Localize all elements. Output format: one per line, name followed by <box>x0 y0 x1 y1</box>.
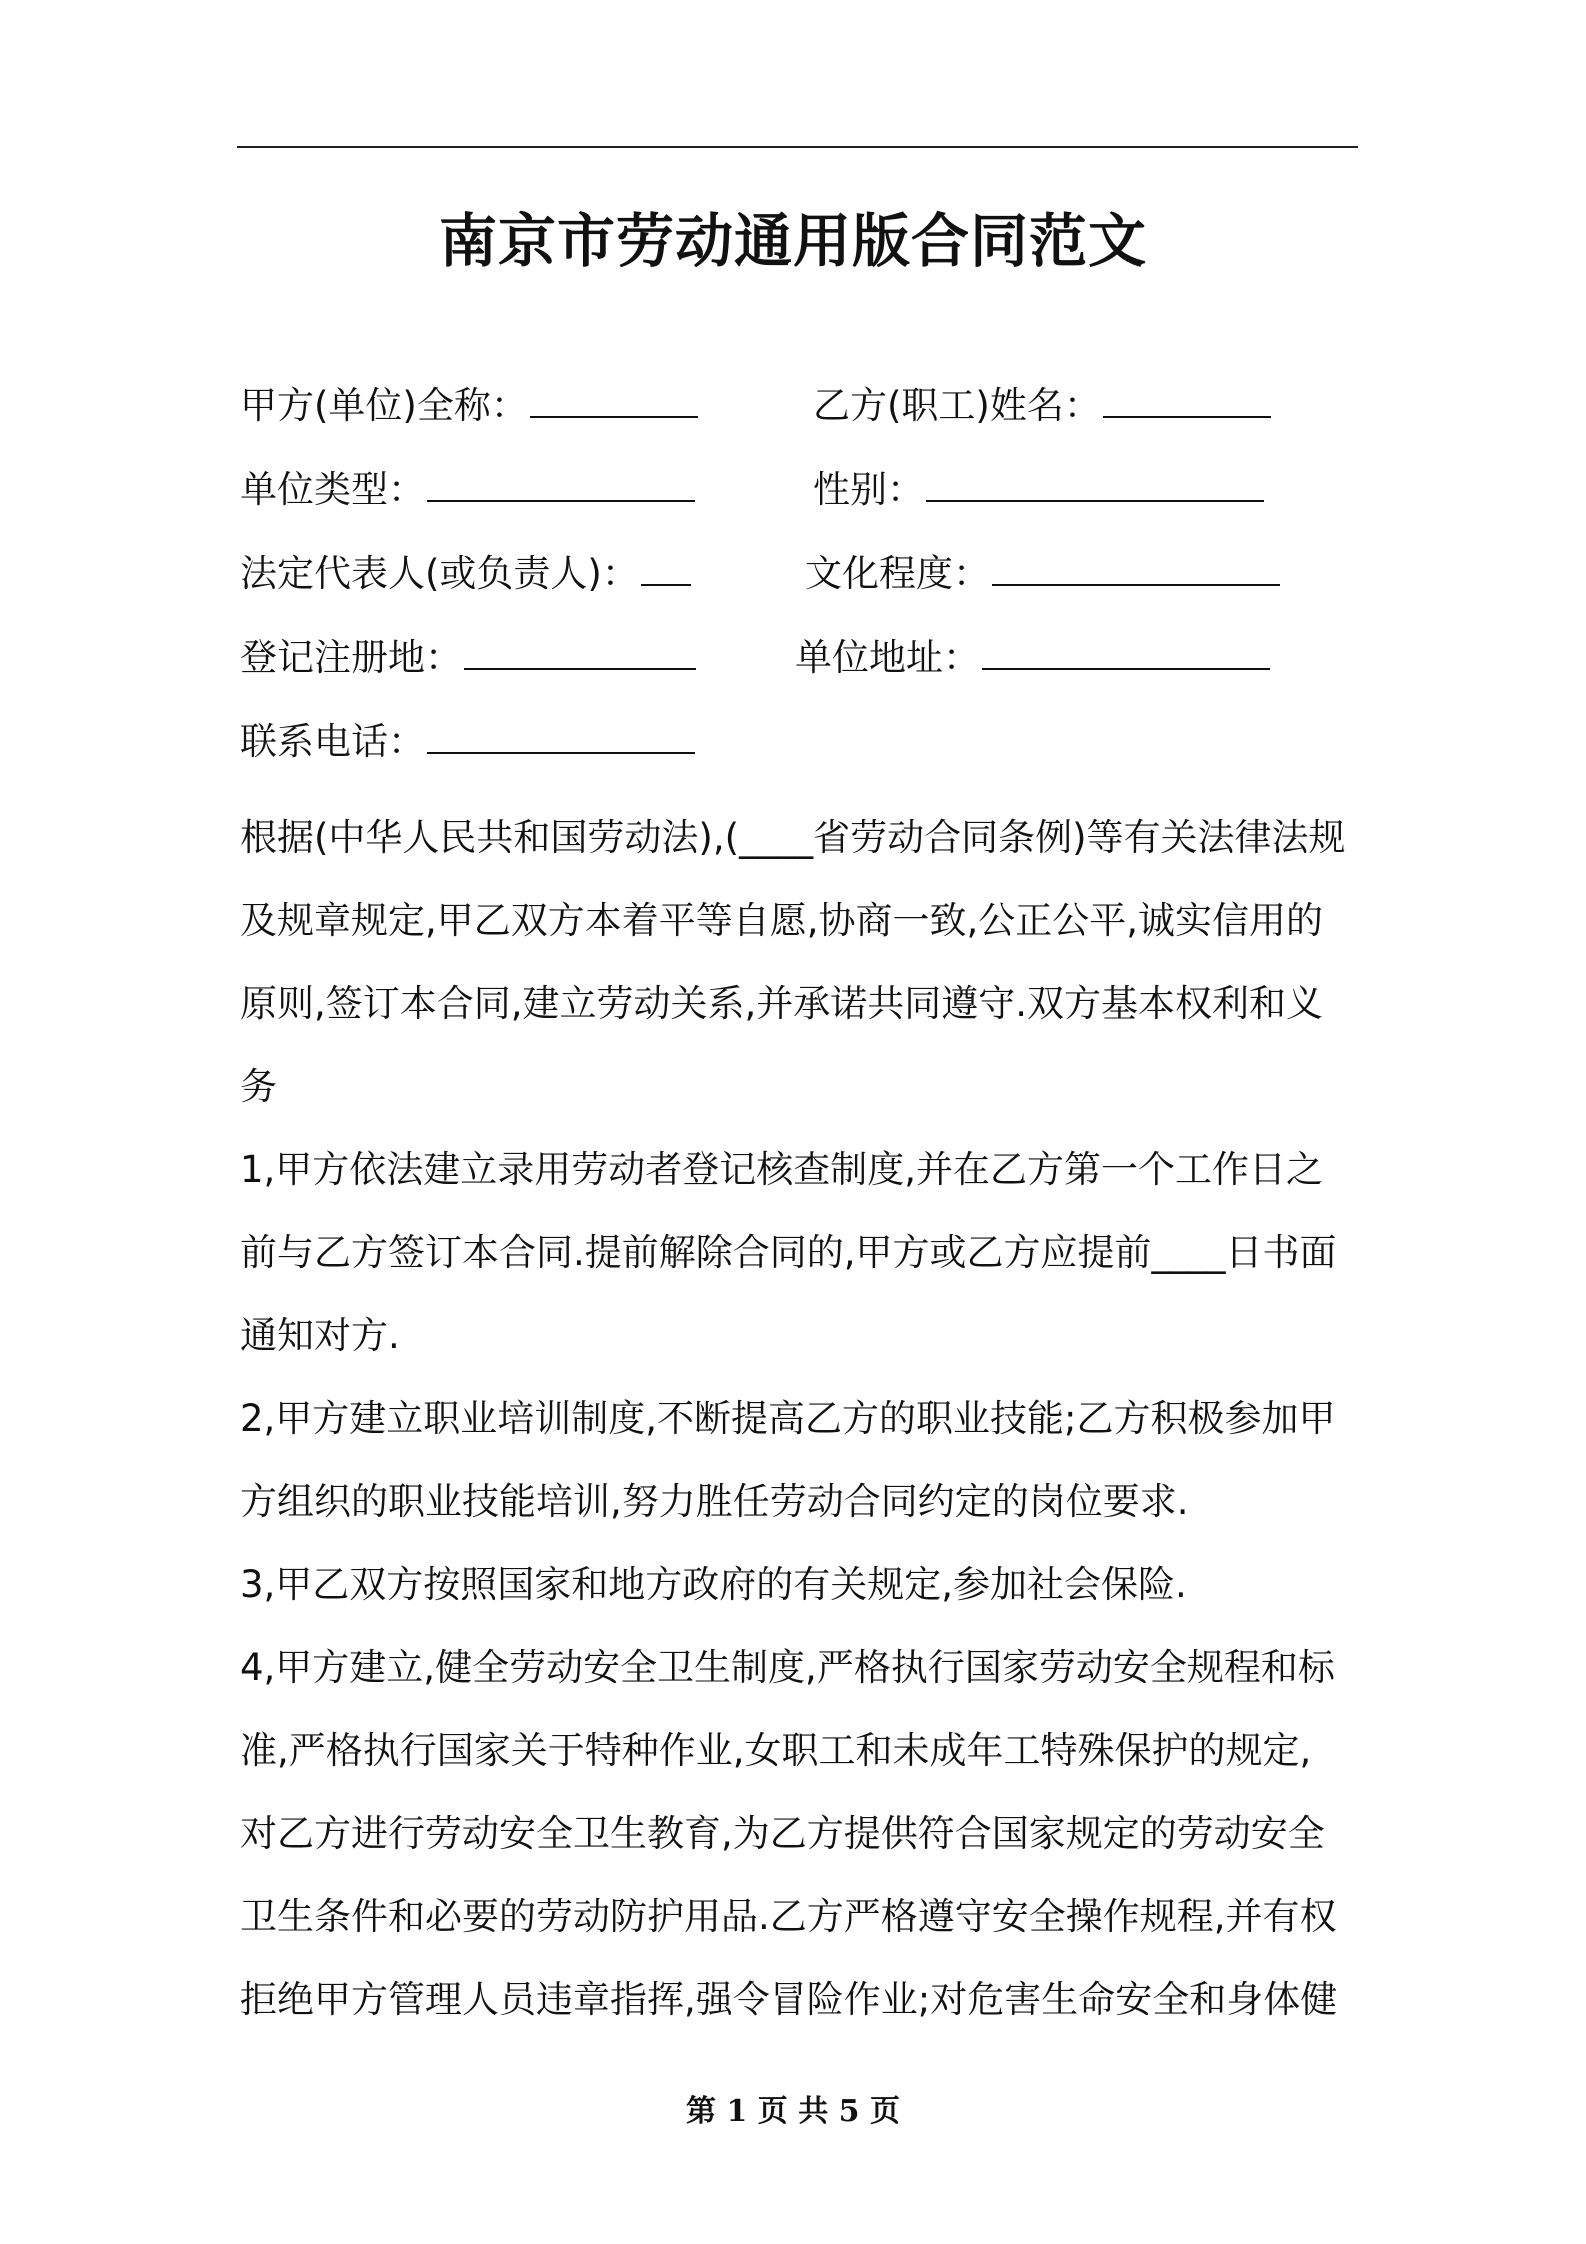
unit-type-label: 单位类型： <box>240 468 425 511</box>
unit-type-blank[interactable] <box>427 460 695 502</box>
party-b-name-field <box>813 376 1271 436</box>
body-line: 准,严格执行国家关于特种作业,女职工和未成年工特殊保护的规定, <box>240 1729 1312 1772</box>
body-line: 拒绝甲方管理人员违章指挥,强令冒险作业;对危害生命安全和身体健 <box>240 1978 1338 2021</box>
body-line: 对乙方进行劳动安全卫生教育,为乙方提供符合国家规定的劳动安全 <box>240 1812 1325 1855</box>
body-line: 务 <box>240 1065 277 1108</box>
body-line: 2,甲方建立职业培训制度,不断提高乙方的职业技能;乙方积极参加甲 <box>240 1397 1336 1440</box>
body-line: 根据(中华人民共和国劳动法),(____省劳动合同条例)等有关法律法规 <box>240 816 1346 859</box>
body-line: 4,甲方建立,健全劳动安全卫生制度,严格执行国家劳动安全规程和标 <box>240 1646 1335 1689</box>
body-line: 卫生条件和必要的劳动防护用品.乙方严格遵守安全操作规程,并有权 <box>240 1895 1337 1938</box>
party-b-name-label: 乙方(职工)姓名： <box>813 384 1101 427</box>
unit-address-field <box>795 628 1270 688</box>
party-a-name-field <box>240 376 698 436</box>
unit-address-blank[interactable] <box>982 628 1270 670</box>
registration-label: 登记注册地： <box>240 636 462 679</box>
header-rule <box>237 146 1358 148</box>
page-footer: 第 1 页 共 5 页 <box>686 2094 900 2129</box>
phone-field <box>240 712 695 772</box>
education-field <box>805 544 1280 604</box>
unit-type-field <box>240 460 695 520</box>
party-b-name-blank[interactable] <box>1103 376 1271 418</box>
body-line: 原则,签订本合同,建立劳动关系,并承诺共同遵守.双方基本权利和义 <box>240 982 1324 1025</box>
unit-address-label: 单位地址： <box>795 636 980 679</box>
document-title: 南京市劳动通用版合同范文 <box>438 207 1147 275</box>
phone-blank[interactable] <box>427 712 695 754</box>
education-label: 文化程度： <box>805 552 990 595</box>
gender-blank[interactable] <box>926 460 1264 502</box>
party-a-name-label: 甲方(单位)全称： <box>240 384 528 427</box>
party-a-name-blank[interactable] <box>530 376 698 418</box>
body-line: 1,甲方依法建立录用劳动者登记核查制度,并在乙方第一个工作日之 <box>240 1148 1324 1191</box>
legal-rep-field <box>240 544 691 604</box>
registration-field <box>240 628 696 688</box>
legal-rep-label: 法定代表人(或负责人)： <box>240 552 639 595</box>
body-line: 及规章规定,甲乙双方本着平等自愿,协商一致,公正公平,诚实信用的 <box>240 899 1324 942</box>
legal-rep-blank[interactable] <box>641 544 691 586</box>
phone-label: 联系电话： <box>240 720 425 763</box>
body-line: 通知对方. <box>240 1314 400 1357</box>
gender-label: 性别： <box>813 468 924 511</box>
gender-field <box>813 460 1264 520</box>
registration-blank[interactable] <box>464 628 696 670</box>
contract-body <box>240 796 1360 2041</box>
body-line: 前与乙方签订本合同.提前解除合同的,甲方或乙方应提前____日书面 <box>240 1231 1337 1274</box>
body-line: 3,甲乙双方按照国家和地方政府的有关规定,参加社会保险. <box>240 1563 1187 1606</box>
education-blank[interactable] <box>992 544 1280 586</box>
body-line: 方组织的职业技能培训,努力胜任劳动合同约定的岗位要求. <box>240 1480 1189 1523</box>
